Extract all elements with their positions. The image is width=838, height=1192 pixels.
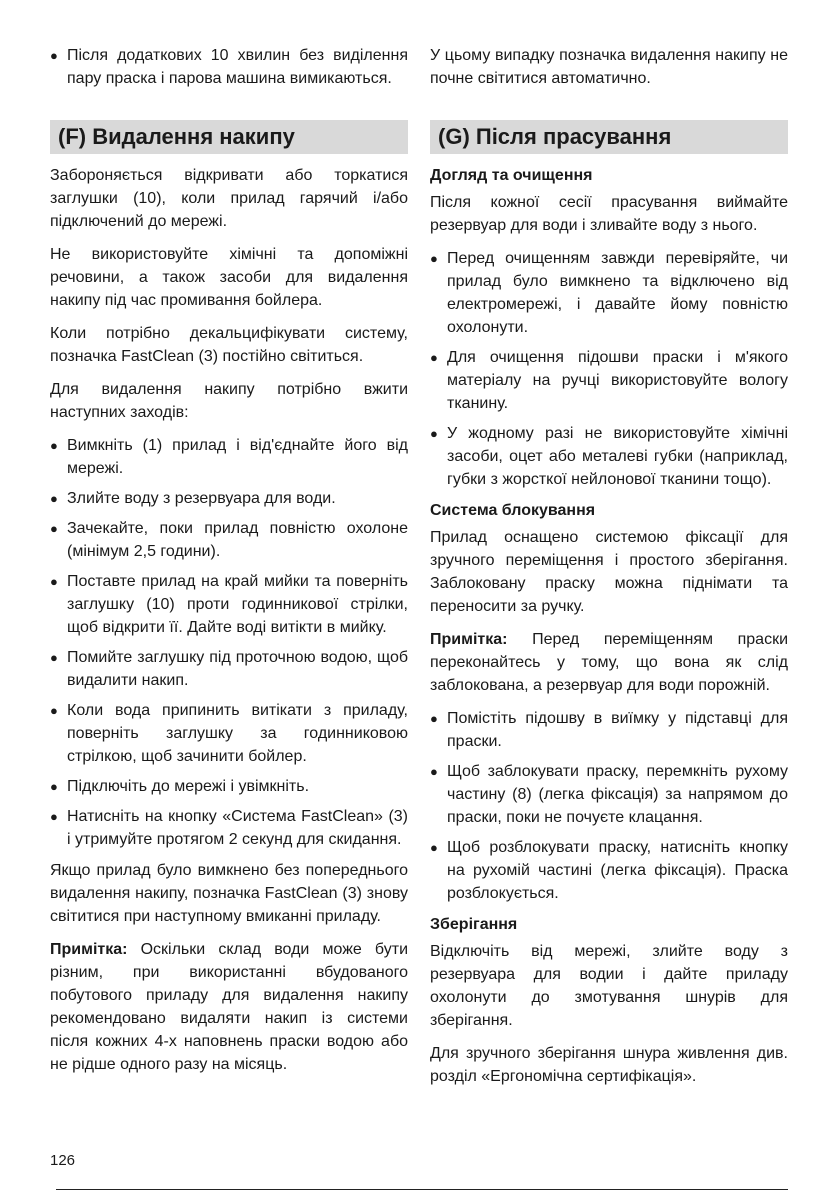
left-column: [50, 44, 408, 1086]
list-item: ● Для очищення підошви праски і м'якого матеріалу на ручці використовуйте вологу тканину.: [430, 346, 788, 415]
list-item: ● Злийте воду з резервуара для води.: [50, 487, 408, 510]
note-text: Оскільки склад води може бути різним, при використанні вбудованого побутового приладу для видалення накипу рекомендовано видаляти накип із системи після кожних 4-х наповнень праски водою або не рідше одного разу на місяць.: [50, 941, 408, 1073]
right-column: [430, 44, 788, 1098]
paragraph: Прилад оснащено системою фіксації для зручного переміщення і простого зберігання. Заблоковану праску можна піднімати та переносити за ручку.: [430, 529, 788, 615]
paragraph: Відключіть від мережі, злийте воду з резервуара для водии і дайте приладу охолонути до змотування шнурів для зберігання.: [430, 943, 788, 1029]
list-item: ● Зачекайте, поки прилад повністю охолоне (мінімум 2,5 години).: [50, 517, 408, 563]
descaling-steps-list: [50, 434, 408, 851]
section-f-heading: (F) Видалення накипу: [50, 120, 408, 154]
list-item: ● Після додаткових 10 хвилин без виділення пару праска і парова машина вимикаються.: [50, 44, 408, 90]
list-item: ● У жодному разі не використовуйте хімічні засоби, оцет або металеві губки (наприклад, губки з жорсткої нейлонової тканини тощо).: [430, 422, 788, 491]
list-item: ● Коли вода припинить витікати з приладу, поверніть заглушку за годинниковою стрілкою, щоб зачинити бойлер.: [50, 699, 408, 768]
list-item: ● Вимкніть (1) прилад і від'єднайте його від мережі.: [50, 434, 408, 480]
storage-heading: Зберігання: [430, 916, 518, 933]
care-heading: Догляд та очищення: [430, 167, 593, 184]
paragraph: Для видалення накипу потрібно вжити наступних заходів:: [50, 381, 408, 421]
note-paragraph: [430, 628, 788, 697]
care-list: [430, 247, 788, 491]
lock-list: [430, 707, 788, 905]
list-item: ● Натисніть на кнопку «Система FastClean» (3) і утримуйте протягом 2 секунд для скидання.: [50, 805, 408, 851]
note-label: Примітка:: [50, 941, 128, 958]
list-item: ● Підключіть до мережі і увімкніть.: [50, 775, 408, 798]
paragraph: Після кожної сесії прасування виймайте резервуар для води і зливайте воду з нього.: [430, 194, 788, 234]
lock-heading: Система блокування: [430, 502, 596, 519]
list-item: ● Помийте заглушку під проточною водою, щоб видалити накип.: [50, 646, 408, 692]
section-g-heading: (G) Після прасування: [430, 120, 788, 154]
page-number: 126: [50, 1152, 76, 1169]
note-label: Примітка:: [430, 631, 508, 648]
list-item: ● Щоб заблокувати праску, перемкніть рухому частину (8) (легка фіксація) за напрямом до праски, поки не почуєте клацання.: [430, 760, 788, 829]
paragraph: Коли потрібно декальцифікувати систему, позначка FastClean (3) постійно світиться.: [50, 325, 408, 365]
intro-list: [50, 44, 408, 90]
paragraph: У цьому випадку позначка видалення накипу не почне світитися автоматично.: [430, 47, 788, 87]
footer-rule: [56, 1189, 788, 1190]
paragraph: Для зручного зберігання шнура живлення див. розділ «Ергономічна сертифікація».: [430, 1045, 788, 1085]
paragraph: Не використовуйте хімічні та допоміжні речовини, а також засоби для видалення накипу під час промивання бойлера.: [50, 246, 408, 309]
list-item: ● Помістіть підошву в виїмку у підставці для праски.: [430, 707, 788, 753]
list-item: ● Поставте прилад на край мийки та поверніть заглушку (10) проти годинникової стрілки, щоб відкрити її. Дайте воді витікти в мийку.: [50, 570, 408, 639]
list-item: ● Щоб розблокувати праску, натисніть кнопку на рухомій частині (легка фіксація). Праска розблокується.: [430, 836, 788, 905]
paragraph: Забороняється відкривати або торкатися заглушки (10), коли прилад гарячий і/або підключений до мережі.: [50, 167, 408, 230]
note-text: Перед переміщенням праски переконайтесь у тому, що вона як слід заблокована, а резервуар для води порожній.: [430, 631, 788, 694]
note-paragraph: [50, 938, 408, 1076]
paragraph: Якщо прилад було вимкнено без попереднього видалення накипу, позначка FastClean (3) знову світитися при наступному вмиканні приладу.: [50, 862, 408, 925]
list-item: ● Перед очищенням завжди перевіряйте, чи прилад було вимкнено та відключено від електромережі, і давайте йому повністю охолонути.: [430, 247, 788, 339]
